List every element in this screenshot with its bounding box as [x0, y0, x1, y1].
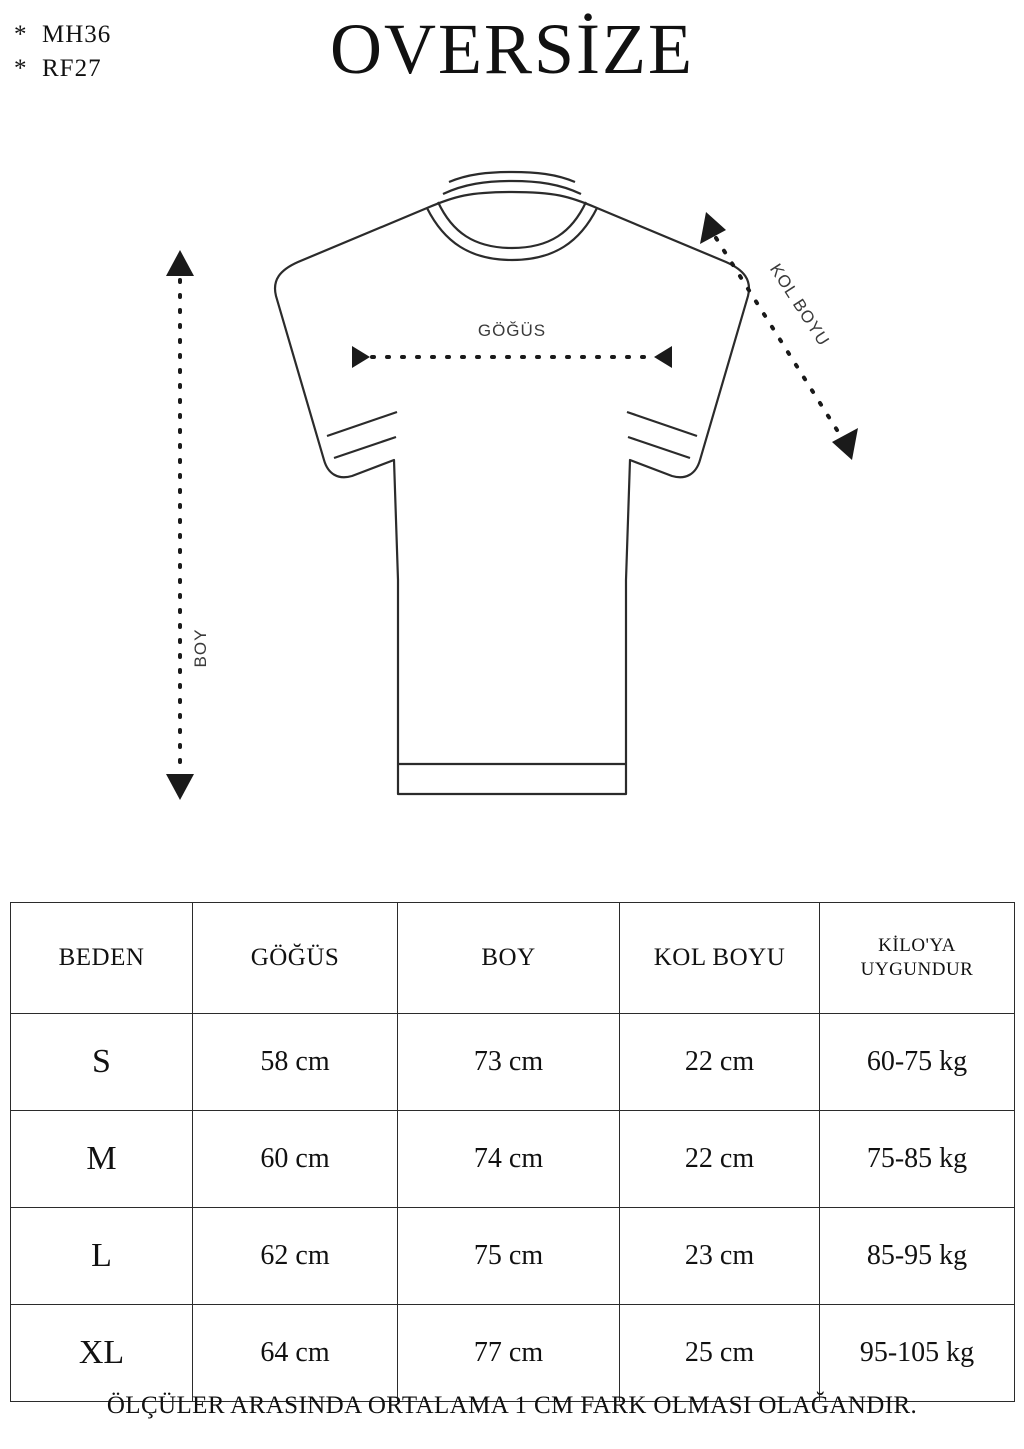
cell-kol: 22 cm: [620, 1111, 820, 1208]
length-label: BOY: [191, 628, 210, 668]
cell-kilo: 85-95 kg: [820, 1208, 1015, 1305]
header-boy: BOY: [398, 903, 620, 1014]
table-row: [11, 1208, 1015, 1305]
cell-boy: 75 cm: [398, 1208, 620, 1305]
header-beden: BEDEN: [11, 903, 193, 1014]
cell-boy: 73 cm: [398, 1014, 620, 1111]
header-gogus: GÖĞÜS: [193, 903, 398, 1014]
table-row: [11, 1111, 1015, 1208]
cell-gogus: 64 cm: [193, 1305, 398, 1402]
cell-kol: 25 cm: [620, 1305, 820, 1402]
tshirt-diagram: [0, 150, 1024, 890]
cell-kol: 22 cm: [620, 1014, 820, 1111]
cell-beden: S: [11, 1014, 193, 1111]
product-code-2: * RF27: [14, 54, 102, 82]
length-measure-arrow: [166, 250, 210, 800]
cell-gogus: 60 cm: [193, 1111, 398, 1208]
header-kilo-line2: UYGUNDUR: [860, 959, 974, 980]
cell-boy: 74 cm: [398, 1111, 620, 1208]
cell-beden: XL: [11, 1305, 193, 1402]
product-code-1: * MH36: [14, 21, 112, 48]
header-kilo: [820, 903, 1015, 1014]
table-row: [11, 1305, 1015, 1402]
header-kilo-line1: KİLO'YA: [878, 935, 956, 957]
cell-kilo: 95-105 kg: [820, 1305, 1015, 1402]
table-header-row: [11, 903, 1015, 1014]
table-row: [11, 1014, 1015, 1111]
chest-label: GÖĞÜS: [477, 321, 547, 340]
cell-kilo: 60-75 kg: [820, 1014, 1015, 1111]
footer-note: ÖLÇÜLER ARASINDA ORTALAMA 1 CM FARK OLMASI OLAĞANDIR.: [106, 1392, 918, 1419]
header-kol-boyu: KOL BOYU: [620, 903, 820, 1014]
cell-kilo: 75-85 kg: [820, 1111, 1015, 1208]
cell-beden: M: [11, 1111, 193, 1208]
cell-gogus: 62 cm: [193, 1208, 398, 1305]
cell-boy: 77 cm: [398, 1305, 620, 1402]
page-title: OVERSİZE: [330, 9, 694, 89]
cell-gogus: 58 cm: [193, 1014, 398, 1111]
cell-kol: 23 cm: [620, 1208, 820, 1305]
size-chart-table: [10, 902, 1015, 1402]
sleeve-measure-arrow: [700, 212, 858, 460]
sleeve-label: KOL BOYU: [765, 260, 834, 350]
tshirt-outline: [275, 172, 749, 794]
chest-measure-arrow: [352, 321, 672, 368]
cell-beden: L: [11, 1208, 193, 1305]
